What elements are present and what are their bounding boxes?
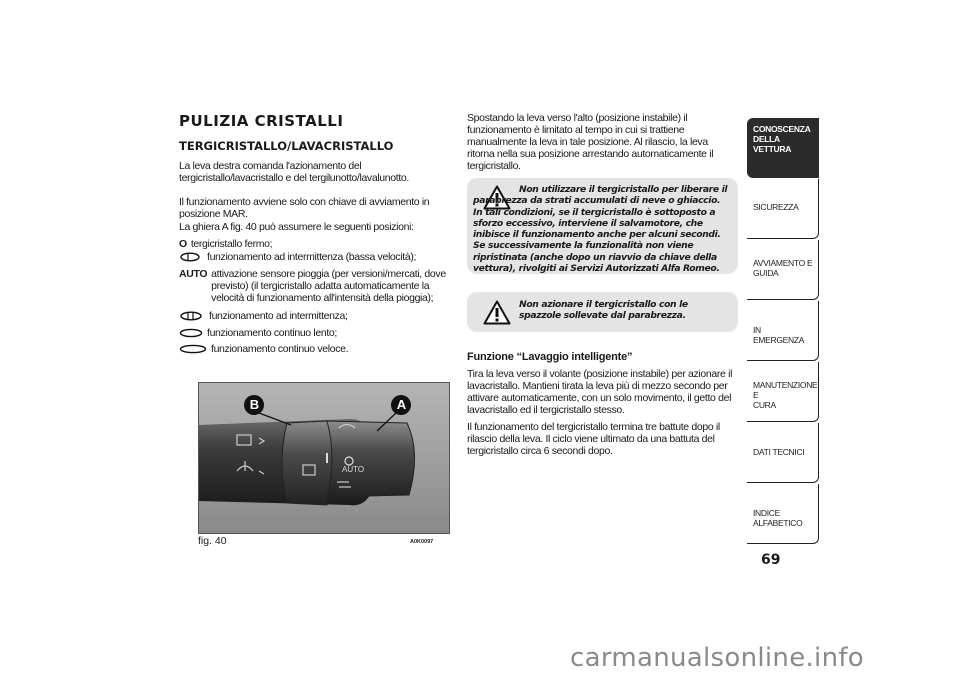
continuous-slow-icon [179, 327, 207, 339]
warning-box-2 [467, 292, 738, 332]
tab-sicurezza[interactable] [747, 179, 819, 239]
figure-code: A0K0097 [410, 539, 434, 545]
intro-paragraph-3: La ghiera A fig. 40 può assumere le seguenti posizioni: [179, 221, 414, 233]
position-item-continuous-fast [179, 343, 447, 355]
warning-box-1 [467, 178, 738, 274]
position-item-auto [179, 268, 447, 304]
tab-indice-alfabetico[interactable] [747, 484, 819, 544]
position-item-intermittent [179, 310, 447, 322]
intermittent-icon [179, 310, 209, 322]
tab-label-line1: AVVIAMENTO E [753, 258, 813, 268]
right-paragraph-3: Il funzionamento del tergicristallo termina tre battute dopo il rilascio della leva. Il ciclo viene ultimato da una battuta del tergicristallo circa 6 secondi dopo. [467, 421, 720, 457]
watermark: carmanualsonline.info [570, 643, 865, 673]
warning-text-2: Non azionare il tergicristallo con le spazzole sollevate dal parabrezza. [519, 299, 688, 322]
position-text: funzionamento ad intermittenza; [209, 310, 348, 322]
position-item-continuous-slow [179, 327, 447, 339]
tab-label-line1: SICUREZZA [753, 202, 799, 212]
tab-label-line1: DATI TECNICI [753, 447, 805, 457]
tab-label-line2: GUIDA [753, 268, 779, 278]
position-item-intermittent-low [179, 251, 447, 263]
tab-label-line1: IN EMERGENZA [753, 325, 805, 345]
smart-wash-heading: Funzione “Lavaggio intelligente” [467, 351, 633, 363]
intro-paragraph-2: Il funzionamento avviene solo con chiave di avviamento in posizione MAR. [179, 196, 430, 220]
tab-label-line2: DELLA VETTURA [753, 134, 792, 154]
figure-auto-label: AUTO [342, 465, 365, 474]
position-text: funzionamento continuo veloce. [211, 343, 349, 355]
intro-paragraph-1: La leva destra comanda l'azionamento del tergicristallo/lavacristallo e del tergilunotto/lavalunotto. [179, 160, 409, 184]
position-text: attivazione sensore pioggia (per versioni/mercati, dove previsto) (il tergicristallo adatta automaticamente la velocità di funzionamento all'intensità della pioggia); [211, 268, 446, 304]
tab-in-emergenza[interactable] [747, 301, 819, 361]
page-number: 69 [761, 552, 781, 568]
continuous-fast-icon [179, 343, 211, 355]
page-title: PULIZIA CRISTALLI [179, 112, 344, 130]
figure-label-b: B [249, 397, 260, 412]
tab-label-line1: INDICE ALFABETICO [753, 508, 803, 528]
tab-manutenzione-e-cura[interactable] [747, 362, 819, 422]
figure-caption: fig. 40 [198, 535, 227, 547]
right-paragraph-1: Spostando la leva verso l'alto (posizione instabile) il funzionamento è limitato al tempo in cui si trattiene manualmente la leva in tale posizione. Al rilascio, la leva ritorna nella sua posizione arrestando automaticamente il tergicristallo. [467, 112, 714, 172]
position-text: funzionamento ad intermittenza (bassa velocità); [207, 251, 417, 263]
position-text: funzionamento continuo lento; [207, 327, 337, 339]
position-symbol-auto: AUTO [179, 268, 208, 280]
tab-label-line1: CONOSCENZA [753, 124, 811, 134]
section-subtitle: TERGICRISTALLO/LAVACRISTALLO [179, 139, 394, 153]
tab-label-line1: MANUTENZIONE E [753, 380, 818, 400]
tab-dati-tecnici[interactable] [747, 423, 819, 483]
tab-avviamento-e-guida[interactable] [747, 240, 819, 300]
position-text: tergicristallo fermo; [190, 238, 273, 250]
position-symbol-off: O [179, 238, 187, 250]
wiper-lever-figure [198, 382, 450, 534]
figure-label-a: A [396, 397, 407, 412]
tab-label-line2: CURA [753, 400, 776, 410]
warning-text-1: Non utilizzare il tergicristallo per liberare il parabrezza da strati accumulati di neve o ghiaccio. In tali condizioni, se il tergicristallo è sottoposto a sforzo eccessivo, interviene il salvamotore, che inibisce il funzionamento anche per alcuni secondi. Se successivamente la funzionalità non viene ripristinata (anche dopo un riavvio da chiave della vettura), rivolgiti ai Servizi Autorizzati Alfa Romeo. [473, 184, 728, 275]
position-item-off [179, 238, 447, 250]
right-paragraph-2: Tira la leva verso il volante (posizione instabile) per azionare il lavacristallo. Mantieni tirata la leva più di mezzo secondo per attivare automaticamente, con un solo movimento, il getto del lavacristallo ed il tergicristallo stesso. [467, 368, 733, 416]
intermittent-low-icon [179, 251, 207, 263]
tab-conoscenza-della-vettura[interactable] [747, 118, 819, 178]
warning-triangle-icon [483, 300, 511, 330]
